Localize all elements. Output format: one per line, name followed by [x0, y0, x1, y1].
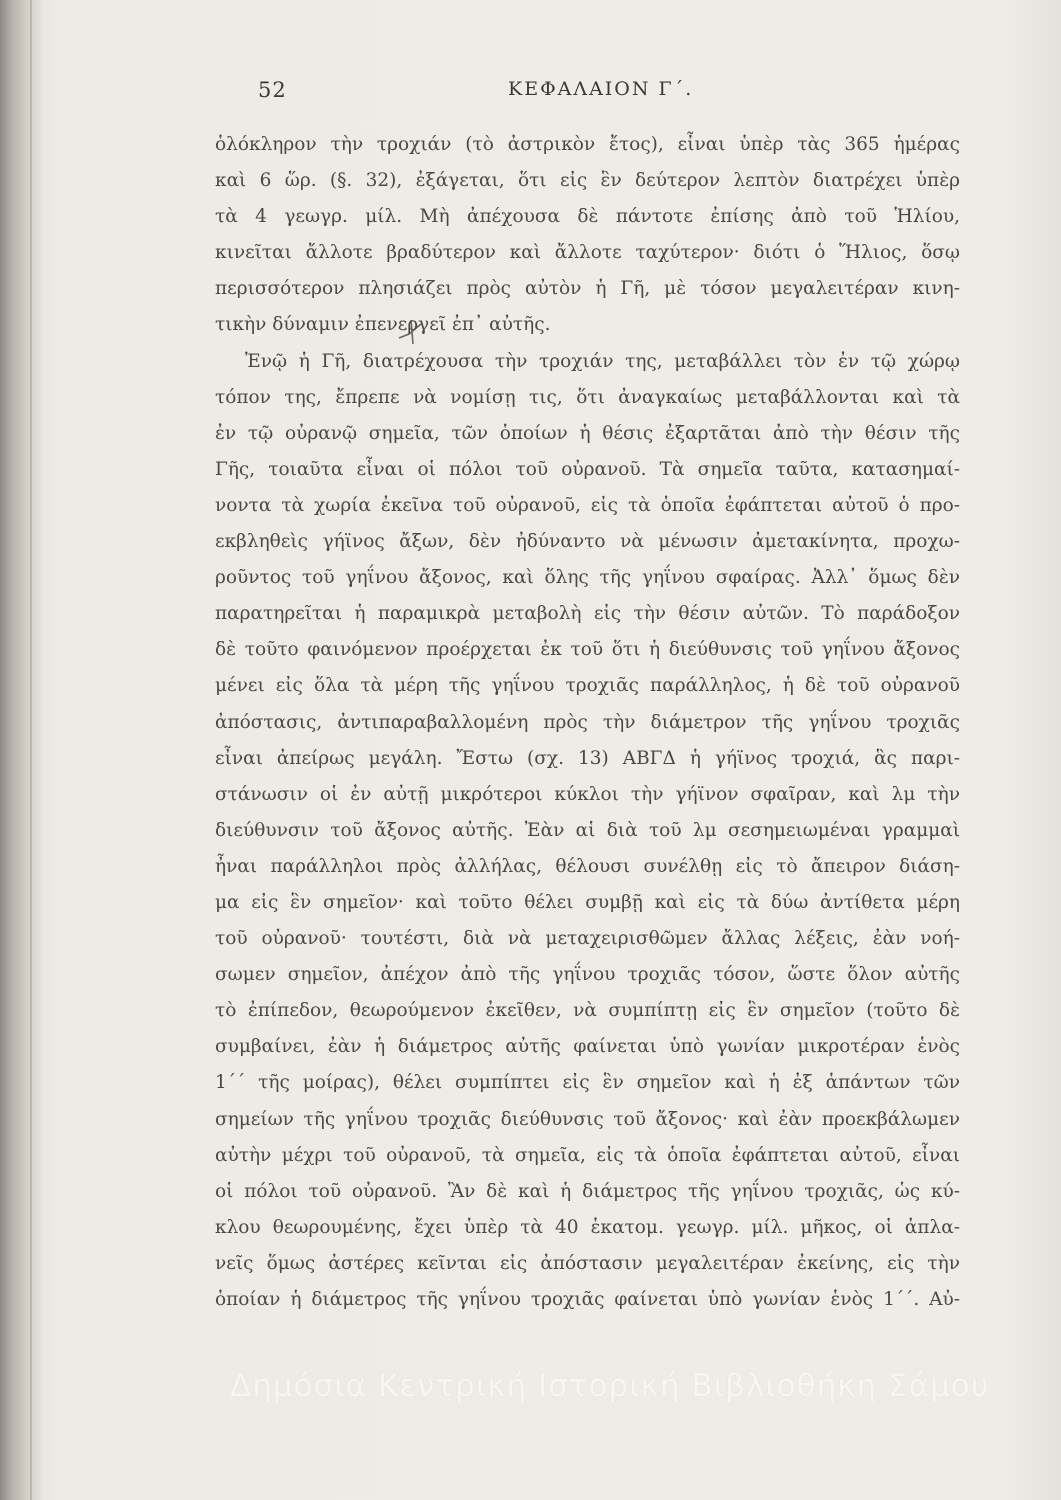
book-spine-shadow — [0, 0, 44, 1500]
text-line: περισσότερον πλησιάζει πρὸς αὐτὸν ἡ Γῆ, μὲ τόσον μεγαλειτέραν κινη- — [215, 278, 960, 300]
running-title: ΚΕΦΑΛΑΙΟΝ Γ΄. — [508, 78, 694, 100]
text-line: νεῖς ὅμως ἀστέρες κεῖνται εἰς ἀπόστασιν μεγαλειτέραν ἐκείνης, εἰς τὴν — [215, 1252, 960, 1274]
text-line: ὁλόκληρον τὴν τροχιάν (τὸ ἀστρικὸν ἔτος), εἶναι ὑπὲρ τὰς 365 ἡμέρας — [215, 134, 960, 155]
text-line: νοντα τὰ χωρία ἐκεῖνα τοῦ οὐρανοῦ, εἰς τὰ ὁποῖα ἐφάπτεται αὐτοῦ ὁ προ- — [215, 494, 960, 516]
text-line: τοῦ οὐρανοῦ· τουτέστι, διὰ νὰ μεταχειρισθῶμεν ἄλλας λέξεις, ἐὰν νοή- — [215, 928, 960, 950]
text-line: μα εἰς ἓν σημεῖον· καὶ τοῦτο θέλει συμβῇ καὶ εἰς τὰ δύω ἀντίθετα μέρη — [215, 891, 960, 913]
text-line: δὲ τοῦτο φαινόμενον προέρχεται ἐκ τοῦ ὅτι ἡ διεύθυνσις τοῦ γηΐνου ἄξονος — [215, 639, 960, 661]
text-line: κινεῖται ἄλλοτε βραδύτερον καὶ ἄλλοτε ταχύτερον· διότι ὁ Ἥλιος, ὅσῳ — [215, 242, 960, 264]
text-line: καὶ 6 ὥρ. (§. 32), ἐξάγεται, ὅτι εἰς ἓν δεύτερον λεπτὸν διατρέχει ὑπὲρ — [215, 170, 960, 192]
text-line: οἱ πόλοι τοῦ οὐρανοῦ. Ἂν δὲ καὶ ἡ διάμετρος τῆς γηΐνου τροχιᾶς, ὡς κύ- — [215, 1180, 960, 1202]
text-line: σημείων τῆς γηΐνου τροχιᾶς διεύθυνσις τοῦ ἄξονος· καὶ ἐὰν προεκβάλωμεν — [215, 1108, 960, 1130]
library-watermark: Δημόσια Κεντρική Ιστορική Βιβλιοθήκη Σάμου — [230, 1368, 990, 1404]
text-line: Γῆς, τοιαῦτα εἶναι οἱ πόλοι τοῦ οὐρανοῦ. Τὰ σημεῖα ταῦτα, κατασημαί- — [215, 458, 960, 480]
text-line: εἶναι ἀπείρως μεγάλη. Ἔστω (σχ. 13) ΑΒΓΔ ἡ γήϊνος τροχιά, ἃς παρι- — [215, 747, 960, 769]
text-line: ἐν τῷ οὐρανῷ σημεῖα, τῶν ὁποίων ἡ θέσις ἐξαρτᾶται ἀπὸ τὴν θέσιν τῆς — [215, 422, 960, 444]
body-text — [215, 127, 960, 1318]
text-line: μένει εἰς ὅλα τὰ μέρη τῆς γηΐνου τροχιᾶς παράλληλος, ἡ δὲ τοῦ οὐρανοῦ — [215, 675, 960, 697]
spine-fold-line — [30, 0, 32, 1500]
text-line: ἦναι παράλληλοι πρὸς ἀλλήλας, θέλουσι συνέλθῃ εἰς τὸ ἄπειρον διάση- — [215, 855, 960, 877]
text-line: διεύθυνσιν τοῦ ἄξονος αὐτῆς. Ἐὰν αἱ διὰ τοῦ λμ σεσημειωμέναι γραμμαὶ — [215, 819, 960, 841]
text-line: ροῦντος τοῦ γηΐνου ἄξονος, καὶ ὅλης τῆς γηΐνου σφαίρας. Ἀλλ᾽ ὅμως δὲν — [215, 567, 960, 589]
text-line: παρατηρεῖται ἡ παραμικρὰ μεταβολὴ εἰς τὴν θέσιν αὐτῶν. Τὸ παράδοξον — [215, 603, 960, 625]
text-line: συμβαίνει, ἐὰν ἡ διάμετρος αὐτῆς φαίνεται ὑπὸ γωνίαν μικροτέραν ἑνὸς — [215, 1036, 960, 1058]
text-line: κλου θεωρουμένης, ἔχει ὑπὲρ τὰ 40 ἑκατομ. γεωγρ. μίλ. μῆκος, οἱ ἀπλα- — [215, 1216, 960, 1238]
text-line: τόπον της, ἔπρεπε νὰ νομίσῃ τις, ὅτι ἀναγκαίως μεταβάλλονται καὶ τὰ — [215, 386, 960, 408]
text-line: τὰ 4 γεωγρ. μίλ. Μὴ ἀπέχουσα δὲ πάντοτε ἐπίσης ἀπὸ τοῦ Ἡλίου, — [215, 206, 960, 228]
page-number: 52 — [258, 78, 287, 102]
text-line: σωμεν σημεῖον, ἀπέχον ἀπὸ τῆς γηΐνου τροχιᾶς τόσον, ὥστε ὅλον αὐτῆς — [215, 964, 960, 986]
text-line: τικὴν δύναμιν ἐπενεργεῖ ἐπ᾽ αὐτῆς. — [215, 314, 551, 336]
text-line: ἀπόστασις, ἀντιπαραβαλλομένη πρὸς τὴν διάμετρον τῆς γηΐνου τροχιᾶς — [215, 711, 960, 733]
text-line: Ἐνῷ ἡ Γῆ, διατρέχουσα τὴν τροχιάν της, μεταβάλλει τὸν ἐν τῷ χώρῳ — [245, 350, 960, 372]
text-line: στάνωσιν οἱ ἐν αὐτῇ μικρότεροι κύκλοι τὴν γήϊνον σφαῖραν, καὶ λμ τὴν — [215, 783, 960, 805]
text-line: τὸ ἐπίπεδον, θεωρούμενον ἐκεῖθεν, νὰ συμπίπτῃ εἰς ἓν σημεῖον (τοῦτο δὲ — [215, 1000, 960, 1022]
text-line: 1΄΄ τῆς μοίρας), θέλει συμπίπτει εἰς ἓν σημεῖον καὶ ἡ ἐξ ἁπάντων τῶν — [215, 1072, 960, 1094]
page-header — [258, 78, 948, 108]
text-line: αὐτὴν μέχρι τοῦ οὐρανοῦ, τὰ σημεῖα, εἰς τὰ ὁποῖα ἐφάπτεται αὐτοῦ, εἶναι — [215, 1144, 960, 1166]
text-line: εκβληθεὶς γήϊνος ἄξων, δὲν ἠδύναντο νὰ μένωσιν ἀμετακίνητα, προχω- — [215, 531, 960, 553]
text-line: ὁποίαν ἡ διάμετρος τῆς γηΐνου τροχιᾶς φαίνεται ὑπὸ γωνίαν ἑνὸς 1΄΄. Αὐ- — [215, 1289, 960, 1310]
